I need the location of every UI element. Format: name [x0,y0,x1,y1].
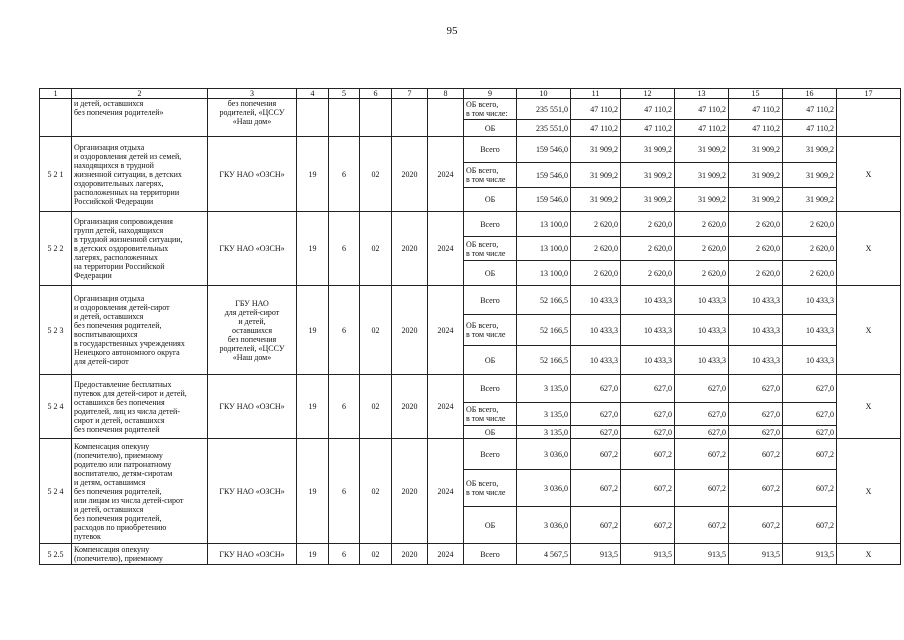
value-cell: 3 135,0 [517,375,571,403]
code-cell: 02 [360,137,392,212]
value-cell: 607,2 [675,507,729,544]
row-number-cell: 5 2 3 [40,286,72,375]
value-cell: 627,0 [621,375,675,403]
year-start-cell: 2020 [392,137,428,212]
header-cell: 13 [675,89,729,99]
table-row [40,544,901,565]
year-start-cell: 2020 [392,375,428,439]
code-cell: 19 [297,137,329,212]
value-cell: 627,0 [783,375,837,403]
value-cell: 10 433,3 [571,286,621,315]
funding-label-cell: Всего [464,375,517,403]
code-cell: 02 [360,439,392,544]
funding-label-cell: ОБ всего, в том числе [464,163,517,188]
code-cell [360,99,392,137]
value-cell: 627,0 [729,403,783,426]
value-cell: 2 620,0 [621,261,675,286]
code-cell: 6 [329,375,360,439]
value-cell: 2 620,0 [621,237,675,261]
value-cell: 31 909,2 [621,137,675,163]
funding-label-cell: Всего [464,439,517,470]
header-cell: 10 [517,89,571,99]
value-cell: 3 036,0 [517,507,571,544]
executor-cell: ГКУ НАО «ОЗСН» [208,137,297,212]
header-cell: 1 [40,89,72,99]
header-cell: 12 [621,89,675,99]
activity-name-cell: и детей, оставшихся без попечения родителей» [72,99,208,137]
code-cell: 19 [297,212,329,286]
funding-label-cell: ОБ [464,507,517,544]
funding-label-cell: Всего [464,286,517,315]
code-cell: 6 [329,212,360,286]
value-cell: 607,2 [675,439,729,470]
page-number: 95 [446,25,458,37]
value-cell: 159 546,0 [517,137,571,163]
value-cell: 52 166,5 [517,346,571,375]
value-cell: 627,0 [783,426,837,439]
value-cell: 10 433,3 [675,286,729,315]
code-cell [428,99,464,137]
value-cell: 47 110,2 [571,99,621,120]
value-cell: 2 620,0 [675,237,729,261]
funding-label-cell: ОБ всего, в том числе: [464,99,517,120]
table-row [40,439,901,470]
value-cell: 627,0 [621,426,675,439]
code-cell: 6 [329,544,360,565]
value-cell: 10 433,3 [729,315,783,346]
value-cell: 607,2 [571,470,621,507]
funding-label-cell: ОБ [464,120,517,137]
row-number-cell: 5 2 1 [40,137,72,212]
value-cell: 4 567,5 [517,544,571,565]
value-cell: 31 909,2 [621,188,675,212]
value-cell: 47 110,2 [783,99,837,120]
value-cell: 913,5 [621,544,675,565]
header-cell: 8 [428,89,464,99]
funding-label-cell: ОБ всего, в том числе [464,237,517,261]
value-cell: 31 909,2 [571,163,621,188]
funding-label-cell: Всего [464,212,517,237]
value-cell: 10 433,3 [571,315,621,346]
value-cell: 627,0 [729,426,783,439]
value-cell: 3 135,0 [517,426,571,439]
mark-cell: X [837,212,901,286]
header-cell: 17 [837,89,901,99]
code-cell [392,99,428,137]
value-cell: 627,0 [675,403,729,426]
funding-label-cell: ОБ [464,346,517,375]
funding-label-cell: ОБ всего, в том числе [464,470,517,507]
funding-label-cell: Всего [464,137,517,163]
value-cell: 627,0 [571,426,621,439]
year-end-cell: 2024 [428,544,464,565]
funding-label-cell: ОБ [464,188,517,212]
code-cell: 02 [360,375,392,439]
value-cell: 47 110,2 [675,120,729,137]
value-cell: 10 433,3 [783,315,837,346]
value-cell: 159 546,0 [517,163,571,188]
table-row [40,375,901,403]
value-cell: 3 036,0 [517,470,571,507]
value-cell: 913,5 [571,544,621,565]
code-cell: 6 [329,286,360,375]
value-cell: 31 909,2 [783,137,837,163]
value-cell: 31 909,2 [729,163,783,188]
value-cell: 52 166,5 [517,315,571,346]
header-cell: 11 [571,89,621,99]
value-cell: 2 620,0 [729,261,783,286]
year-start-cell: 2020 [392,439,428,544]
header-cell: 9 [464,89,517,99]
value-cell: 31 909,2 [729,137,783,163]
year-start-cell: 2020 [392,544,428,565]
value-cell: 235 551,0 [517,120,571,137]
value-cell: 10 433,3 [675,346,729,375]
value-cell: 2 620,0 [621,212,675,237]
value-cell: 3 036,0 [517,439,571,470]
value-cell: 47 110,2 [675,99,729,120]
year-end-cell: 2024 [428,439,464,544]
code-cell: 6 [329,137,360,212]
executor-cell: ГКУ НАО «ОЗСН» [208,544,297,565]
mark-cell: X [837,286,901,375]
code-cell: 19 [297,375,329,439]
executor-cell: ГБУ НАО для детей-сирот и детей, оставшихся без попечения родителей, «ЦССУ «Наш дом» [208,286,297,375]
value-cell: 3 135,0 [517,403,571,426]
value-cell: 47 110,2 [571,120,621,137]
row-number-cell [40,99,72,137]
value-cell: 2 620,0 [783,237,837,261]
year-start-cell: 2020 [392,286,428,375]
value-cell: 235 551,0 [517,99,571,120]
executor-cell: ГКУ НАО «ОЗСН» [208,375,297,439]
code-cell: 02 [360,212,392,286]
budget-table [39,88,901,565]
table-row [40,137,901,163]
value-cell: 913,5 [729,544,783,565]
value-cell: 627,0 [621,403,675,426]
code-cell: 19 [297,439,329,544]
value-cell: 47 110,2 [783,120,837,137]
value-cell: 607,2 [729,507,783,544]
header-cell: 5 [329,89,360,99]
value-cell: 2 620,0 [729,237,783,261]
header-cell: 2 [72,89,208,99]
value-cell: 627,0 [571,375,621,403]
value-cell: 31 909,2 [571,188,621,212]
header-cell: 7 [392,89,428,99]
row-number-cell: 5 2 4 [40,375,72,439]
value-cell: 607,2 [675,470,729,507]
value-cell: 31 909,2 [675,188,729,212]
year-end-cell: 2024 [428,375,464,439]
value-cell: 31 909,2 [783,188,837,212]
value-cell: 13 100,0 [517,237,571,261]
value-cell: 607,2 [729,439,783,470]
value-cell: 159 546,0 [517,188,571,212]
value-cell: 10 433,3 [729,286,783,315]
activity-name-cell: Организация сопровождения групп детей, находящихся в трудной жизненной ситуации, в детских оздоровительных лагерях, расположенных на территории Российской Федерации [72,212,208,286]
header-cell: 6 [360,89,392,99]
value-cell: 31 909,2 [675,163,729,188]
value-cell: 10 433,3 [783,346,837,375]
value-cell: 10 433,3 [729,346,783,375]
value-cell: 2 620,0 [783,212,837,237]
value-cell: 10 433,3 [675,315,729,346]
value-cell: 47 110,2 [729,99,783,120]
code-cell: 02 [360,286,392,375]
row-number-cell: 5 2 4 [40,439,72,544]
funding-label-cell: ОБ всего, в том числе [464,403,517,426]
year-end-cell: 2024 [428,212,464,286]
mark-cell: X [837,439,901,544]
activity-name-cell: Компенсация опекуну (попечителю), приемному [72,544,208,565]
table-row [40,286,901,315]
activity-name-cell: Организация отдыха и оздоровления детей из семей, находящихся в трудной жизненной ситуации, в детских оздоровительных лагерях, расположенных на территории Российской Федерации [72,137,208,212]
value-cell: 2 620,0 [675,212,729,237]
header-row [40,89,901,99]
header-cell: 15 [729,89,783,99]
value-cell: 627,0 [783,403,837,426]
value-cell: 2 620,0 [571,261,621,286]
value-cell: 10 433,3 [621,315,675,346]
value-cell: 10 433,3 [621,346,675,375]
table-row [40,99,901,120]
value-cell: 10 433,3 [571,346,621,375]
year-start-cell: 2020 [392,212,428,286]
header-cell: 3 [208,89,297,99]
code-cell: 02 [360,544,392,565]
code-cell [329,99,360,137]
value-cell: 47 110,2 [621,120,675,137]
value-cell: 2 620,0 [675,261,729,286]
value-cell: 607,2 [783,507,837,544]
mark-cell: X [837,375,901,439]
value-cell: 913,5 [783,544,837,565]
value-cell: 13 100,0 [517,261,571,286]
funding-label-cell: ОБ [464,426,517,439]
value-cell: 31 909,2 [621,163,675,188]
code-cell: 19 [297,286,329,375]
value-cell: 52 166,5 [517,286,571,315]
table-row [40,212,901,237]
value-cell: 47 110,2 [729,120,783,137]
mark-cell: X [837,544,901,565]
value-cell: 2 620,0 [783,261,837,286]
value-cell: 627,0 [675,375,729,403]
value-cell: 10 433,3 [621,286,675,315]
row-number-cell: 5 2.5 [40,544,72,565]
value-cell: 31 909,2 [783,163,837,188]
value-cell: 2 620,0 [571,237,621,261]
value-cell: 913,5 [675,544,729,565]
value-cell: 627,0 [729,375,783,403]
value-cell: 47 110,2 [621,99,675,120]
value-cell: 607,2 [571,507,621,544]
executor-cell: ГКУ НАО «ОЗСН» [208,212,297,286]
value-cell: 31 909,2 [675,137,729,163]
mark-cell [837,99,901,137]
value-cell: 13 100,0 [517,212,571,237]
activity-name-cell: Организация отдыха и оздоровления детей-сирот и детей, оставшихся без попечения родителей, воспитывающихся в государственных учреждениях Ненецкого автономного округа для детей-сирот [72,286,208,375]
code-cell: 19 [297,544,329,565]
mark-cell: X [837,137,901,212]
year-end-cell: 2024 [428,137,464,212]
header-cell: 4 [297,89,329,99]
value-cell: 10 433,3 [783,286,837,315]
header-cell: 16 [783,89,837,99]
value-cell: 607,2 [621,507,675,544]
value-cell: 607,2 [783,470,837,507]
executor-cell: ГКУ НАО «ОЗСН» [208,439,297,544]
activity-name-cell: Предоставление бесплатных путевок для детей-сирот и детей, оставшихся без попечения родителей, лиц из числа детей- сирот и детей, оставшихся без попечения родителей [72,375,208,439]
value-cell: 2 620,0 [571,212,621,237]
value-cell: 607,2 [571,439,621,470]
activity-name-cell: Компенсация опекуну (попечителю), приемному родителю или патронатному воспитателю, детям-сиротам и детям, оставшимся без попечения родителей, или лицам из числа детей-сирот и детей, оставшихся без попечения родителей, расходов по приобретению путевок [72,439,208,544]
value-cell: 627,0 [571,403,621,426]
value-cell: 607,2 [621,439,675,470]
value-cell: 607,2 [729,470,783,507]
funding-label-cell: ОБ всего, в том числе [464,315,517,346]
executor-cell: без попечения родителей, «ЦССУ «Наш дом» [208,99,297,137]
value-cell: 31 909,2 [729,188,783,212]
code-cell [297,99,329,137]
row-number-cell: 5 2 2 [40,212,72,286]
value-cell: 31 909,2 [571,137,621,163]
code-cell: 6 [329,439,360,544]
value-cell: 2 620,0 [729,212,783,237]
value-cell: 607,2 [621,470,675,507]
funding-label-cell: ОБ [464,261,517,286]
value-cell: 627,0 [675,426,729,439]
year-end-cell: 2024 [428,286,464,375]
value-cell: 607,2 [783,439,837,470]
funding-label-cell: Всего [464,544,517,565]
